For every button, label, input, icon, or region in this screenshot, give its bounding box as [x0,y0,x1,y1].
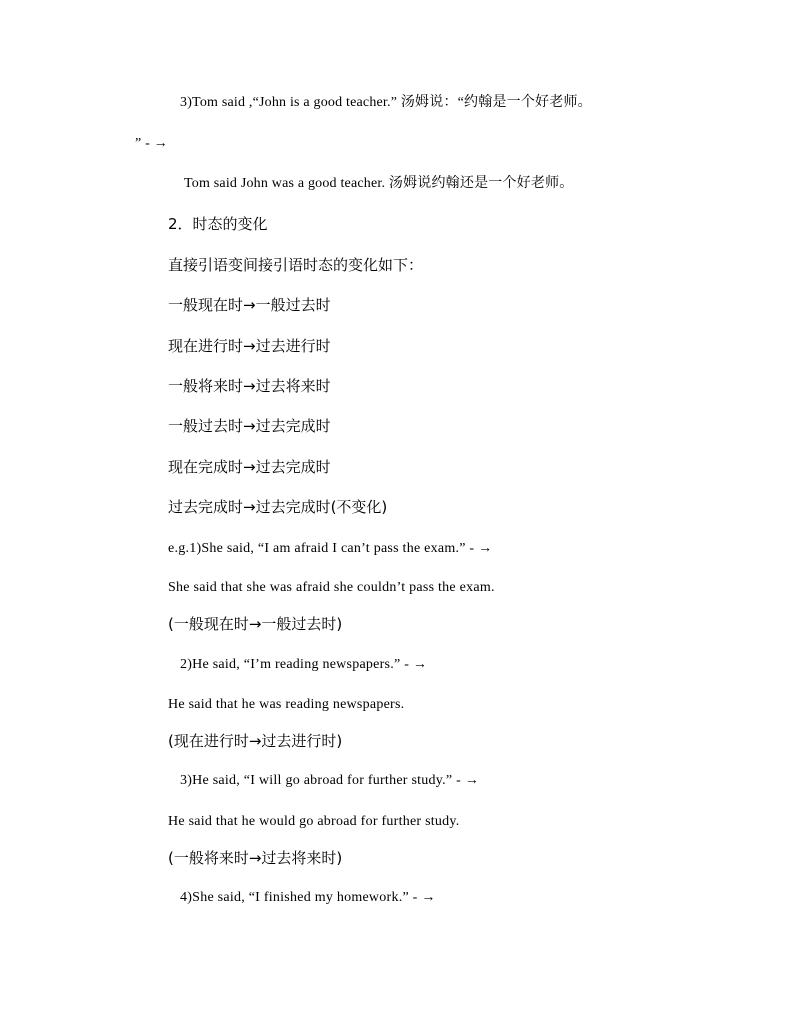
example-1-indirect: She said that she was afraid she couldn’t pass the exam. [168,580,495,595]
text-line-2: ” - → [135,136,168,151]
example-4-direct: 4)She said, “I finished my homework.” - → [180,890,436,905]
example-1-note: (一般现在时→一般过去时) [168,615,343,633]
text-line-5: 直接引语变间接引语时态的变化如下： [168,256,424,274]
tense-rule-3: 一般将来时→过去将来时 [168,377,331,395]
example-3-indirect: He said that he would go abroad for further study. [168,814,460,829]
tense-rule-4: 一般过去时→过去完成时 [168,417,331,435]
tense-rule-6: 过去完成时→过去完成时(不变化) [168,498,388,516]
example-2-indirect: He said that he was reading newspapers. [168,697,405,712]
example-3-note: (一般将来时→过去将来时) [168,849,343,867]
tense-rule-2: 现在进行时→过去进行时 [168,337,331,355]
text-line-3: Tom said John was a good teacher. 汤姆说约翰还是一个好老师。 [184,176,574,191]
section-heading: 2．时态的变化 [168,215,268,233]
example-2-direct: 2)He said, “I’m reading newspapers.” - → [180,657,428,672]
tense-rule-1: 一般现在时→一般过去时 [168,296,331,314]
text-line-1: 3)Tom said ,“John is a good teacher.” 汤姆说：“约翰是一个好老师。 [180,95,592,110]
tense-rule-5: 现在完成时→过去完成时 [168,458,331,476]
example-1-direct: e.g.1)She said, “I am afraid I can’t pass the exam.” - → [168,541,493,556]
example-3-direct: 3)He said, “I will go abroad for further study.” - → [180,773,480,788]
example-2-note: (现在进行时→过去进行时) [168,732,343,750]
